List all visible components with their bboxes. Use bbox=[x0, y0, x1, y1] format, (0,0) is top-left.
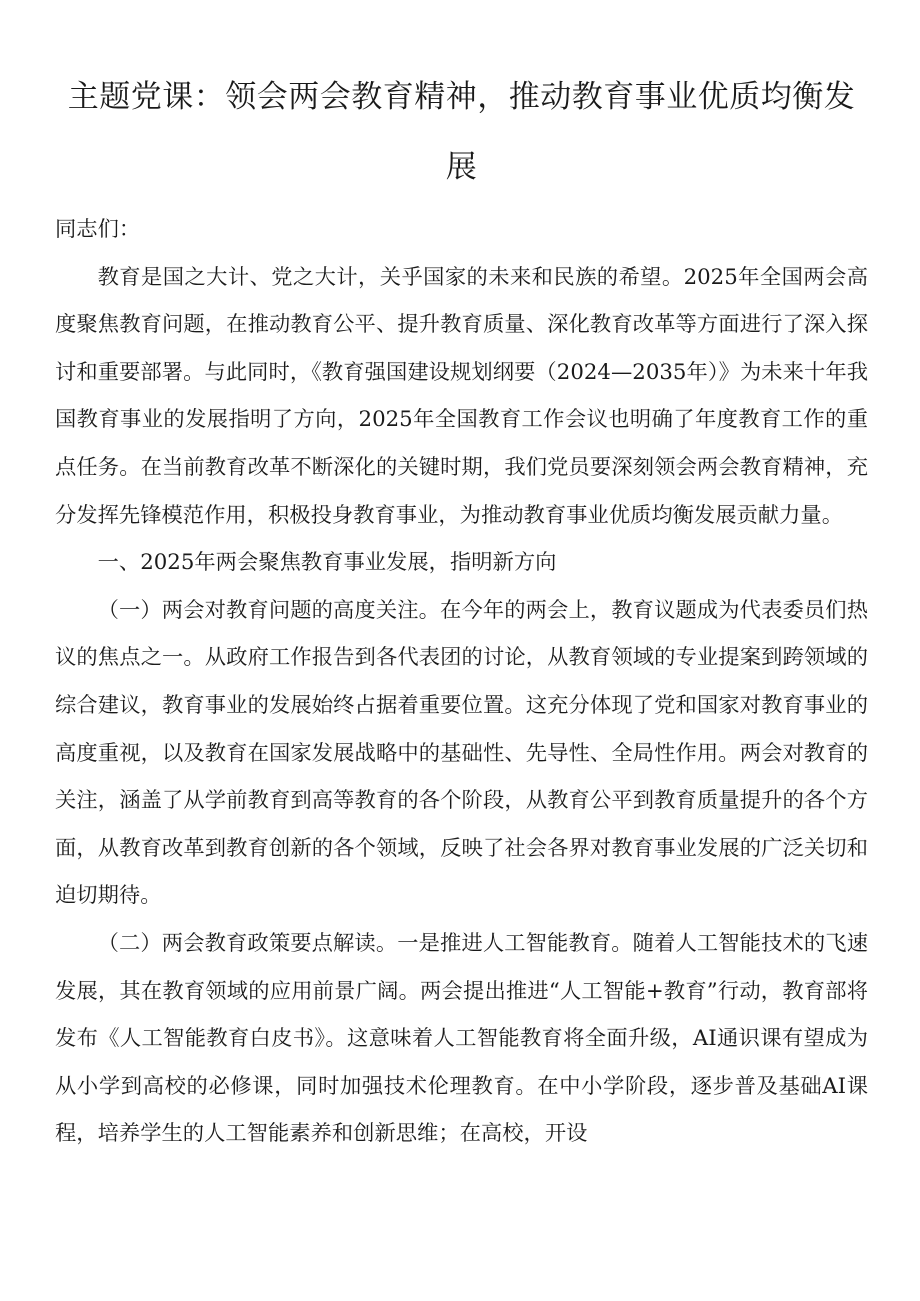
subsection-paragraph-2: （二）两会教育政策要点解读。一是推进人工智能教育。随着人工智能技术的飞速发展，其在教育领域的应用前景广阔。两会提出推进“人工智能+教育”行动，教育部将发布《人工智能教育白皮书》。这意味着人工智能教育将全面升级，AI通识课有望成为从小学到高校的必修课，同时加强技术伦理教育。在中小学阶段，逐步普及基础AI课程，培养学生的人工智能素养和创新思维；在高校，开设 bbox=[55, 930, 868, 1147]
subsection-paragraph-1: （一）两会对教育问题的高度关注。在今年的两会上，教育议题成为代表委员们热议的焦点之一。从政府工作报告到各代表团的讨论，从教育领域的专业提案到跨领域的综合建议，教育事业的发展始终占据着重要位置。这充分体现了党和国家对教育事业的高度重视，以及教育在国家发展战略中的基础性、先导性、全局性作用。两会对教育的关注，涵盖了从学前教育到高等教育的各个阶段，从教育公平到教育质量提升的各个方面，从教育改革到教育创新的各个领域，反映了社会各界对教育事业发展的广泛关切和迫切期待。 bbox=[55, 597, 868, 909]
intro-paragraph: 教育是国之大计、党之大计，关乎国家的未来和民族的希望。2025年全国两会高度聚焦教育问题，在推动教育公平、提升教育质量、深化教育改革等方面进行了深入探讨和重要部署。与此同时，《教育强国建设规划纲要（2024—2035年）》为未来十年我国教育事业的发展指明了方向，2025年全国教育工作会议也明确了年度教育工作的重点任务。在当前教育改革不断深化的关键时期，我们党员要深刻领会两会教育精神，充分发挥先锋模范作用，积极投身教育事业，为推动教育事业优质均衡发展贡献力量。 bbox=[55, 264, 868, 528]
salutation: 同志们： bbox=[55, 217, 141, 242]
document-title: 主题党课：领会两会教育精神，推动教育事业优质均衡发展 bbox=[67, 79, 856, 185]
section-heading-1: 一、2025年两会聚焦教育事业发展，指明新方向 bbox=[97, 550, 557, 576]
